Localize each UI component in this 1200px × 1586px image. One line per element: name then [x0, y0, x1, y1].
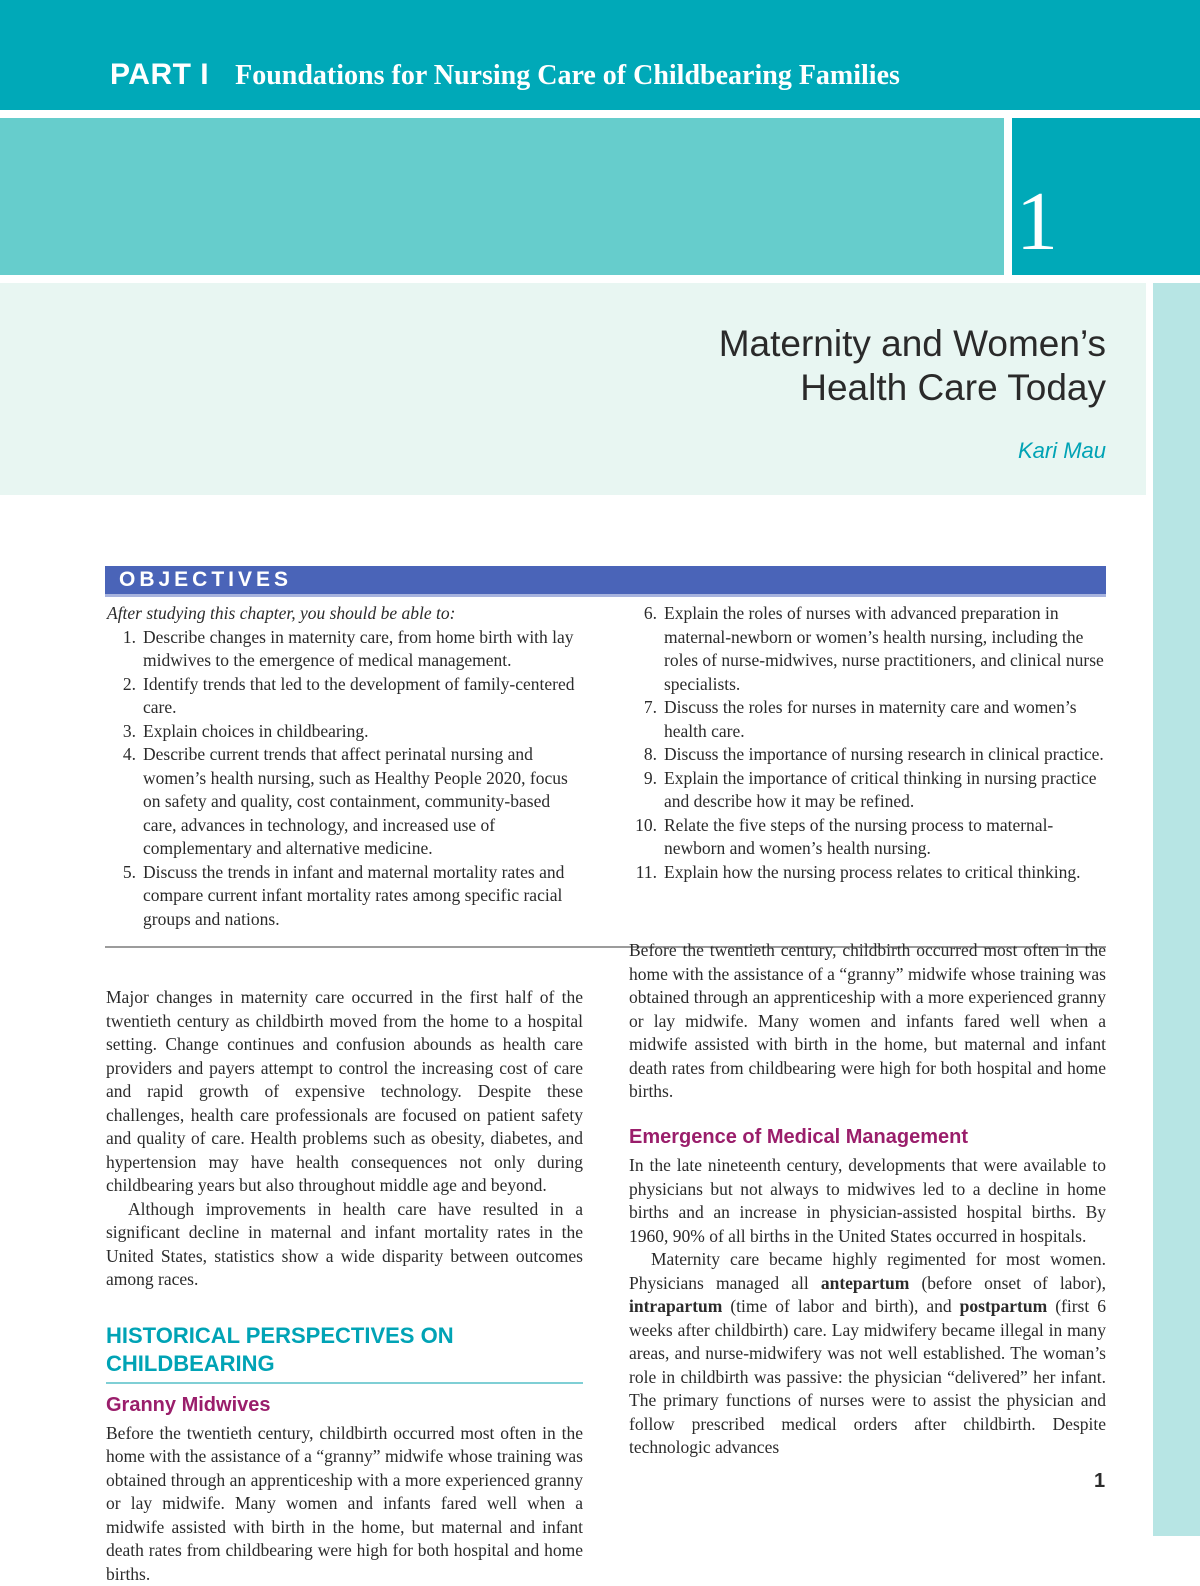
objectives-column-left — [107, 602, 587, 931]
chapter-title-line-1: Maternity and Women’s — [718, 323, 1106, 364]
part-title: Foundations for Nursing Care of Childbearing Families — [235, 60, 900, 91]
side-strip — [1153, 283, 1200, 1536]
chapter-title-line-2: Health Care Today — [800, 367, 1106, 408]
objectives-heading: OBJECTIVES — [119, 568, 293, 591]
objectives-column-right — [628, 602, 1108, 884]
body-paragraph: Although improvements in health care have resulted in a significant decline in maternal and infant mortality rates in the United States, statistics show a wide disparity between outcomes among races. — [106, 1198, 583, 1289]
objective-item: 3. Explain choices in childbearing. — [122, 720, 369, 741]
page-number: 1 — [1094, 1470, 1106, 1492]
author-name: Kari Mau — [1017, 438, 1106, 463]
part-heading — [110, 58, 900, 92]
objective-item: 7. Discuss the roles for nurses in maternity care and women’s health care. — [643, 697, 1077, 741]
chapter-title — [719, 322, 1106, 410]
subsection-heading-medical-management: Emergence of Medical Management — [629, 1126, 968, 1148]
objective-item: 6. Explain the roles of nurses with advanced preparation in maternal-newborn or women’s health nursing, including the roles of nurse-midwives, nurse practitioners, and clinical nurse specialists. — [643, 603, 1104, 694]
objective-item: 8. Discuss the importance of nursing research in clinical practice. — [643, 744, 1104, 764]
term-postpartum: postpartum — [959, 1296, 1048, 1316]
term-intrapartum: intrapartum — [629, 1296, 723, 1316]
objective-item: 10. Relate the five steps of the nursing process to maternal-newborn and women’s health nursing. — [635, 814, 1054, 858]
body-column-left — [106, 986, 583, 1584]
objective-item: 2. Identify trends that led to the development of family-centered care. — [122, 673, 575, 717]
decorative-teal-band — [0, 118, 1004, 275]
objective-item: 5. Discuss the trends in infant and maternal mortality rates and compare current infant mortality rates among specific racial groups and nations. — [122, 861, 565, 929]
part-header-bar — [0, 0, 1200, 110]
subsection-heading-granny-midwives: Granny Midwives — [106, 1393, 271, 1416]
section-heading-historical: HISTORICAL PERSPECTIVES ON CHILDBEARING — [106, 1322, 583, 1384]
body-paragraph: Maternity care became highly regimented for most women. Physicians managed all antepartum (before onset of labor), intrapartum (time of labor and birth), and postpartum (first 6 weeks after childbirth) care. Lay midwifery became illegal in many areas, and nurse-midwifery was not well established. The woman’s role in childbirth was passive: the physician “delivered” her infant. The primary functions of nurses were to assist the physician and follow prescribed medical orders after childbirth. Despite technologic advances — [629, 1249, 1106, 1457]
body-paragraph: In the late nineteenth century, developments that were available to physicians but not always to midwives led to a decline in home births and an increase in physician-assisted hospital births. By 1960, 90% of all births in the United States occurred in hospitals. — [629, 1155, 1106, 1246]
body-paragraph: Major changes in maternity care occurred in the first half of the twentieth century as childbirth moved from the home to a hospital setting. Change continues and confusion abounds as health care providers and payers attempt to control the increasing cost of care and rapid growth of expensive technology. Despite these challenges, health care professionals are focused on patient safety and quality of care. Health problems such as obesity, diabetes, and hypertension may have health consequences not only during childbearing years but also throughout middle age and beyond. — [106, 987, 583, 1195]
chapter-number: 1 — [1016, 175, 1058, 268]
objective-item: 1. Describe changes in maternity care, from home birth with lay midwives to the emergence of medical management. — [122, 626, 574, 670]
objectives-header — [105, 566, 1106, 597]
term-antepartum: antepartum — [820, 1272, 910, 1293]
objectives-intro: After studying this chapter, you should be able to: — [107, 603, 456, 623]
body-column-right — [629, 940, 1106, 1460]
body-paragraph-granny-continued: Before the twentieth century, childbirth occurred most often in the home with the assistance of a “granny” midwife whose training was obtained through an apprenticeship with a more experienced granny or lay midwife. Many women and infants fared well when a midwife assisted with birth in the home, but maternal and infant death rates from childbearing were high for both hospital and home births. — [629, 940, 1106, 1101]
objective-item: 9. Explain the importance of critical thinking in nursing practice and describe how it may be refined. — [643, 767, 1097, 811]
body-paragraph-continued — [629, 940, 1106, 1104]
body-paragraph-granny: Before the twentieth century, childbirth occurred most often in the home with the assistance of a “granny” midwife whose training was obtained through an apprenticeship with a more experienced granny or lay midwife. Many women and infants fared well when a midwife assisted with birth in the home, but maternal and infant death rates from childbearing were high for both hospital and home births. — [106, 1422, 583, 1584]
objective-item: 4. Describe current trends that affect perinatal nursing and women’s health nursing, such as Healthy People 2020, focus on safety and quality, cost containment, community-based care, advances in technology, and increased use of complementary and alternative medicine. — [122, 744, 568, 858]
part-label: PART I — [110, 58, 210, 91]
objective-item: 11. Explain how the nursing process relates to critical thinking. — [635, 861, 1081, 882]
